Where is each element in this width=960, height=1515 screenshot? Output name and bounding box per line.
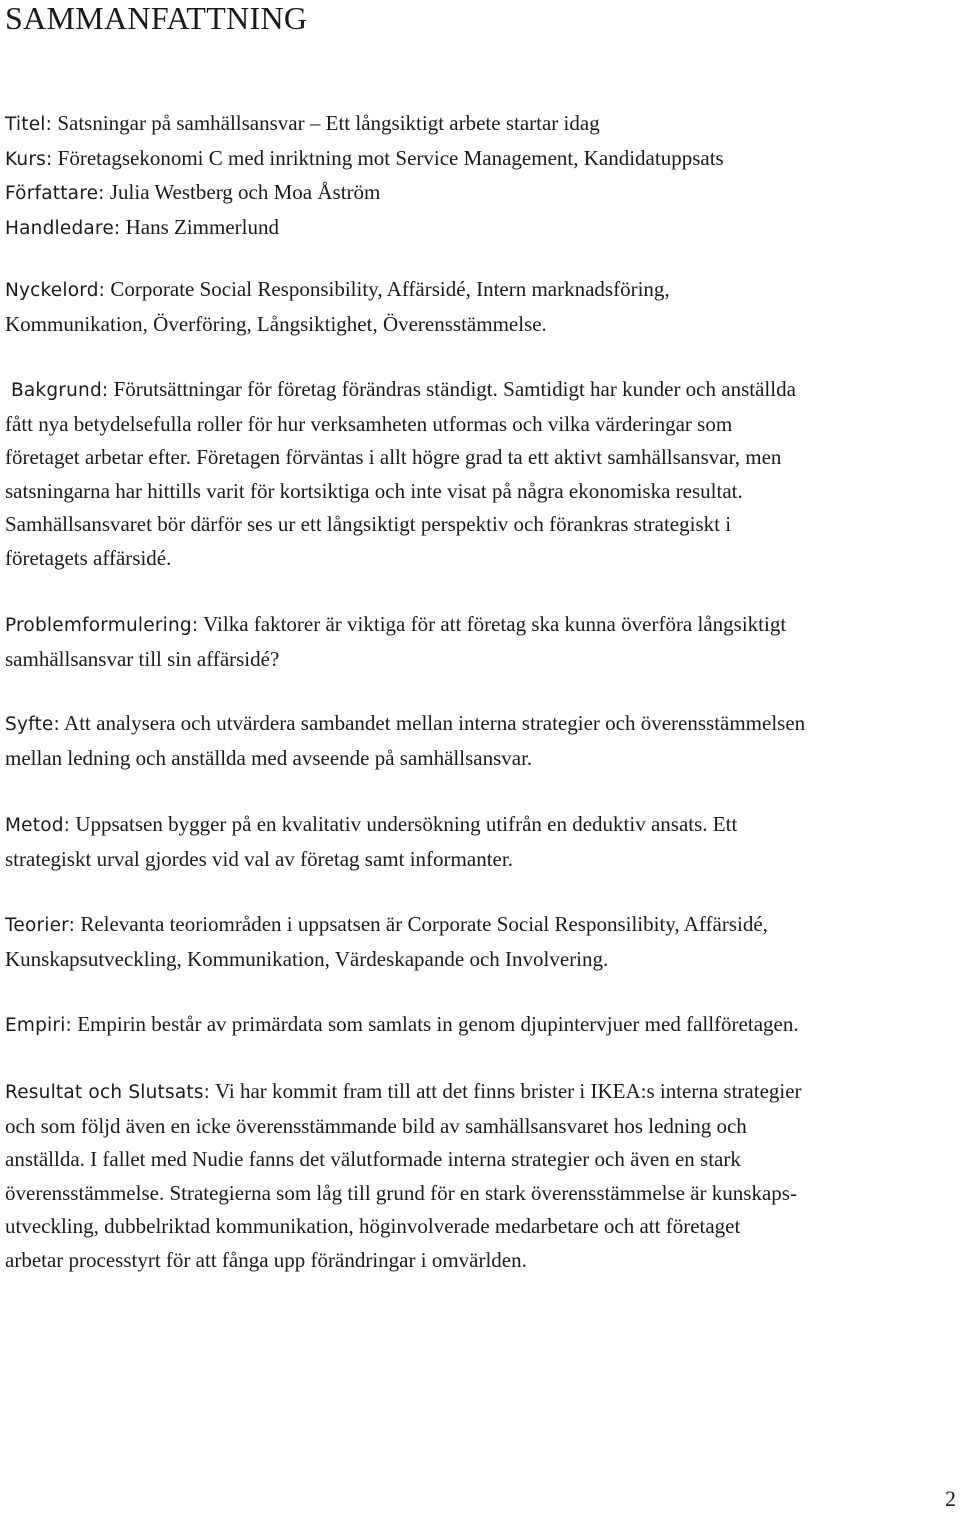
supervisor-line: [5, 211, 957, 246]
syfte-paragraph: [5, 707, 957, 775]
resultat-line-5: utveckling, dubbelriktad kommunikation, höginvolverade medarbetare och att företaget: [5, 1214, 741, 1238]
meta-block: [5, 107, 957, 245]
resultat-line-1: Vi har kommit fram till att det finns brister i IKEA:s interna strategier: [214, 1079, 802, 1103]
empiri-line-1: Empirin består av primärdata som samlats in genom djupintervjuer med fallföretagen.: [77, 1012, 799, 1036]
resultat-line-2: och som följd även en icke överensstämmande bild av samhällsansvaret hos ledning och: [5, 1113, 747, 1138]
problem-line-2: samhällsansvar till sin affärsidé?: [5, 646, 280, 671]
course-line: [5, 142, 957, 177]
teorier-line-1: Relevanta teoriområden i uppsatsen är Corporate Social Responsilibity, Affärsidé,: [80, 912, 768, 936]
authors-line: [5, 176, 957, 211]
keywords-label: Nyckelord:: [5, 280, 106, 301]
bakgrund-line-4: satsningarna har hittills varit för kortsiktiga och inte visat på några ekonomiska resultat.: [5, 478, 743, 503]
problem-paragraph: [5, 608, 957, 676]
bakgrund-label: Bakgrund:: [11, 380, 109, 401]
resultat-line-6: arbetar processtyrt för att fånga upp förändringar i omvärlden.: [5, 1247, 527, 1272]
resultat-line-3: anställda. I fallet med Nudie fanns det välutformade interna strategier och även en stark: [5, 1147, 741, 1171]
title-line: [5, 107, 957, 142]
keywords-block: [5, 273, 957, 341]
page-heading: SAMMANFATTNING: [5, 0, 308, 36]
keywords-line-1: Corporate Social Responsibility, Affärsidé, Intern marknadsföring,: [110, 277, 670, 301]
bakgrund-line-2: fått nya betydelsefulla roller för hur verksamheten utformas och vilka värderingar som: [5, 411, 733, 436]
course-value: Företagsekonomi C med inriktning mot Service Management, Kandidatuppsats: [57, 145, 724, 170]
bakgrund-line-6: företagets affärsidé.: [5, 545, 172, 570]
supervisor-label: Handledare:: [5, 217, 121, 239]
resultat-line-4: överensstämmelse. Strategierna som låg till grund för en stark överensstämmelse är kunskaps-: [5, 1180, 797, 1205]
syfte-line-1: Att analysera och utvärdera sambandet mellan interna strategier och överensstämmelsen: [64, 711, 806, 735]
empiri-paragraph: [5, 1008, 957, 1043]
keywords-line-2: Kommunikation, Överföring, Långsiktighet, Överensstämmelse.: [5, 311, 547, 336]
title-value: Satsningar på samhällsansvar – Ett långsiktigt arbete startar idag: [57, 111, 600, 135]
authors-value: Julia Westberg och Moa Åström: [109, 180, 381, 204]
authors-label: Författare:: [5, 183, 105, 204]
page-number: 2: [945, 1486, 956, 1511]
teorier-label: Teorier:: [5, 915, 76, 936]
bakgrund-paragraph: [5, 373, 957, 575]
course-label: Kurs:: [5, 148, 53, 170]
metod-line-1: Uppsatsen bygger på en kvalitativ undersökning utifrån en deduktiv ansats. Ett: [75, 812, 738, 836]
supervisor-value: Hans Zimmerlund: [125, 214, 279, 239]
metod-paragraph: [5, 808, 957, 876]
bakgrund-line-1: Förutsättningar för företag förändras ständigt. Samtidigt har kunder och anställda: [113, 377, 796, 401]
bakgrund-line-3: företaget arbetar efter. Företagen förväntas i allt högre grad ta ett aktivt samhällsansvar, men: [5, 445, 782, 469]
syfte-label: Syfte:: [5, 714, 60, 735]
syfte-line-2: mellan ledning och anställda med avseende på samhällsansvar.: [5, 745, 533, 770]
resultat-label: Resultat och Slutsats:: [5, 1082, 211, 1103]
resultat-paragraph: [5, 1075, 957, 1277]
metod-label: Metod:: [5, 815, 71, 836]
problem-label: Problemformulering:: [5, 615, 199, 636]
teorier-paragraph: [5, 908, 957, 976]
teorier-line-2: Kunskapsutveckling, Kommunikation, Värdeskapande och Involvering.: [5, 946, 609, 971]
problem-line-1: Vilka faktorer är viktiga för att företag ska kunna överföra långsiktigt: [203, 612, 787, 636]
metod-line-2: strategiskt urval gjordes vid val av företag samt informanter.: [5, 846, 513, 871]
bakgrund-line-5: Samhällsansvaret bör därför ses ur ett långsiktigt perspektiv och förankras strategiskt i: [5, 512, 732, 536]
title-label: Titel:: [5, 114, 53, 135]
empiri-label: Empiri:: [5, 1015, 72, 1036]
